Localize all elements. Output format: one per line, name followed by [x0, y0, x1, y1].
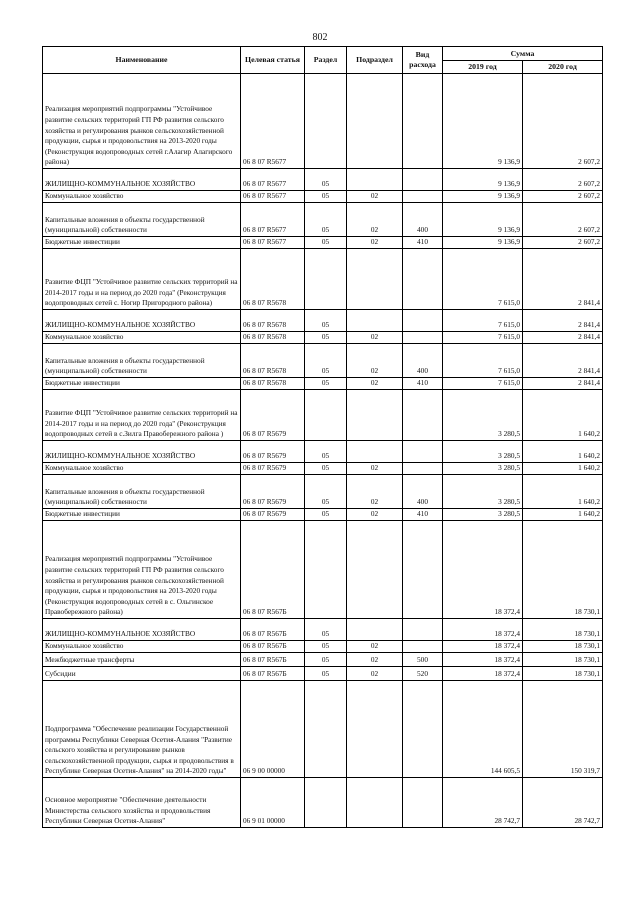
row-target-article: 06 8 07 R5677: [241, 74, 305, 169]
row-sum-2019: 3 280,5: [443, 509, 523, 521]
row-sum-2019: 7 615,0: [443, 249, 523, 310]
header-expense-type: Вид расхода: [403, 47, 443, 74]
row-expense-type: [403, 641, 443, 653]
row-section: 05: [305, 653, 347, 667]
row-sum-2020: 150 319,7: [523, 681, 603, 778]
row-expense-type: 500: [403, 653, 443, 667]
row-name: Бюджетные инвестиции: [43, 378, 241, 390]
row-sum-2020: 2 841,4: [523, 310, 603, 332]
row-expense-type: 520: [403, 667, 443, 681]
table-row: [43, 237, 603, 249]
row-target-article: 06 8 07 R567Б: [241, 653, 305, 667]
table-header: [43, 47, 603, 74]
row-sum-2020: 1 640,2: [523, 463, 603, 475]
row-expense-type: 410: [403, 378, 443, 390]
row-expense-type: [403, 310, 443, 332]
row-sum-2019: 7 615,0: [443, 310, 523, 332]
row-name: Коммунальное хозяйство: [43, 332, 241, 344]
row-name: Коммунальное хозяйство: [43, 641, 241, 653]
row-target-article: 06 8 07 R5677: [241, 191, 305, 203]
row-section: 05: [305, 441, 347, 463]
row-name: Коммунальное хозяйство: [43, 463, 241, 475]
row-subsection: [347, 521, 403, 619]
row-section: 05: [305, 509, 347, 521]
row-subsection: [347, 390, 403, 441]
row-name: Коммунальное хозяйство: [43, 191, 241, 203]
row-subsection: 02: [347, 344, 403, 378]
table-row: [43, 191, 603, 203]
table-row: [43, 509, 603, 521]
row-section: [305, 74, 347, 169]
table-row: [43, 681, 603, 778]
header-sum: Сумма: [443, 47, 603, 61]
row-sum-2020: 2 841,4: [523, 332, 603, 344]
row-sum-2020: 1 640,2: [523, 390, 603, 441]
table-row: [43, 653, 603, 667]
row-sum-2019: 9 136,9: [443, 74, 523, 169]
row-expense-type: [403, 390, 443, 441]
header-name: Наименование: [43, 47, 241, 74]
row-sum-2019: 3 280,5: [443, 475, 523, 509]
table-row: [43, 332, 603, 344]
row-name: Бюджетные инвестиции: [43, 237, 241, 249]
row-name: Подпрограмма "Обеспечение реализации Государственной программы Республики Северная Осетия-Алания "Развитие сельского хозяйства и регулирование рынков сельскохозяйственной продукции, сырья и продовольствия в Республике Северная Осетия-Алания" на 2014-2020 годы": [43, 681, 241, 778]
row-sum-2020: 1 640,2: [523, 475, 603, 509]
row-section: [305, 390, 347, 441]
row-section: 05: [305, 475, 347, 509]
row-expense-type: [403, 521, 443, 619]
row-subsection: 02: [347, 667, 403, 681]
row-expense-type: 400: [403, 203, 443, 237]
row-sum-2020: 2 841,4: [523, 378, 603, 390]
row-subsection: 02: [347, 653, 403, 667]
row-subsection: [347, 619, 403, 641]
row-subsection: 02: [347, 641, 403, 653]
row-sum-2020: 2 841,4: [523, 249, 603, 310]
row-sum-2019: 144 605,5: [443, 681, 523, 778]
row-subsection: 02: [347, 191, 403, 203]
row-name: Развитие ФЦП "Устойчивое развитие сельских территорий на 2014-2017 годы и на период до 2020 года" (Реконструкция водопроводных сетей в с.Зилга Правобережного района ): [43, 390, 241, 441]
row-target-article: 06 8 07 R5678: [241, 378, 305, 390]
table-row: [43, 641, 603, 653]
row-sum-2019: 7 615,0: [443, 378, 523, 390]
row-section: 05: [305, 332, 347, 344]
row-sum-2020: 2 841,4: [523, 344, 603, 378]
row-target-article: 06 8 07 R5679: [241, 475, 305, 509]
row-target-article: 06 8 07 R5679: [241, 463, 305, 475]
row-sum-2019: 9 136,9: [443, 191, 523, 203]
row-subsection: [347, 778, 403, 828]
row-name: Основное мероприятие "Обеспечение деятельности Министерства сельского хозяйства и продовольствия Республики Северная Осетия-Алания": [43, 778, 241, 828]
table-row: [43, 74, 603, 169]
row-name: Межбюджетные трансферты: [43, 653, 241, 667]
row-expense-type: [403, 778, 443, 828]
row-name: Бюджетные инвестиции: [43, 509, 241, 521]
row-name: ЖИЛИЩНО-КОММУНАЛЬНОЕ ХОЗЯЙСТВО: [43, 310, 241, 332]
row-section: 05: [305, 191, 347, 203]
row-target-article: 06 8 07 R5678: [241, 310, 305, 332]
row-name: Реализация мероприятий подпрограммы "Устойчивое развитие сельских территорий ГП РФ развития сельского хозяйства и регулирования рынков сельскохозяйственной продукции, сырья и продовольствия на 2013-2020 годы (Реконструкция водопроводных сетей в с. Ольгинское Правобережного района): [43, 521, 241, 619]
row-section: 05: [305, 169, 347, 191]
row-section: 05: [305, 667, 347, 681]
row-sum-2020: 2 607,2: [523, 169, 603, 191]
row-section: 05: [305, 378, 347, 390]
row-name: Субсидии: [43, 667, 241, 681]
row-expense-type: [403, 463, 443, 475]
table-row: [43, 441, 603, 463]
row-subsection: [347, 74, 403, 169]
table-row: [43, 667, 603, 681]
row-sum-2020: 18 730,1: [523, 521, 603, 619]
table-row: [43, 463, 603, 475]
row-target-article: 06 8 07 R5678: [241, 249, 305, 310]
row-target-article: 06 8 07 R5678: [241, 344, 305, 378]
row-sum-2019: 3 280,5: [443, 441, 523, 463]
row-target-article: 06 8 07 R5678: [241, 332, 305, 344]
row-section: [305, 249, 347, 310]
row-sum-2019: 18 372,4: [443, 653, 523, 667]
row-subsection: [347, 249, 403, 310]
row-sum-2019: 9 136,9: [443, 237, 523, 249]
row-name: ЖИЛИЩНО-КОММУНАЛЬНОЕ ХОЗЯЙСТВО: [43, 441, 241, 463]
row-subsection: [347, 310, 403, 332]
row-target-article: 06 8 07 R567Б: [241, 667, 305, 681]
row-sum-2019: 9 136,9: [443, 203, 523, 237]
row-sum-2019: 28 742,7: [443, 778, 523, 828]
table-row: [43, 203, 603, 237]
table-row: [43, 390, 603, 441]
row-sum-2019: 18 372,4: [443, 521, 523, 619]
row-name: ЖИЛИЩНО-КОММУНАЛЬНОЕ ХОЗЯЙСТВО: [43, 619, 241, 641]
row-section: 05: [305, 463, 347, 475]
row-expense-type: [403, 332, 443, 344]
row-sum-2020: 1 640,2: [523, 441, 603, 463]
row-name: ЖИЛИЩНО-КОММУНАЛЬНОЕ ХОЗЯЙСТВО: [43, 169, 241, 191]
table-row: [43, 310, 603, 332]
row-expense-type: [403, 681, 443, 778]
row-target-article: 06 8 07 R5679: [241, 390, 305, 441]
row-subsection: 02: [347, 463, 403, 475]
row-sum-2019: 9 136,9: [443, 169, 523, 191]
table-row: [43, 778, 603, 828]
row-expense-type: [403, 249, 443, 310]
row-name: Капитальные вложения в объекты государственной (муниципальной) собственности: [43, 344, 241, 378]
row-target-article: 06 8 07 R5677: [241, 237, 305, 249]
row-subsection: [347, 441, 403, 463]
row-subsection: [347, 681, 403, 778]
row-name: Капитальные вложения в объекты государственной (муниципальной) собственности: [43, 203, 241, 237]
row-subsection: 02: [347, 332, 403, 344]
row-sum-2020: 2 607,2: [523, 74, 603, 169]
row-section: [305, 778, 347, 828]
row-subsection: 02: [347, 475, 403, 509]
table-row: [43, 619, 603, 641]
table-row: [43, 344, 603, 378]
row-sum-2019: 3 280,5: [443, 463, 523, 475]
header-target-article: Целевая статья: [241, 47, 305, 74]
row-section: 05: [305, 310, 347, 332]
row-sum-2019: 18 372,4: [443, 641, 523, 653]
row-target-article: 06 8 07 R567Б: [241, 619, 305, 641]
header-year-2019: 2019 год: [443, 61, 523, 74]
row-sum-2020: 2 607,2: [523, 191, 603, 203]
row-expense-type: 400: [403, 475, 443, 509]
row-sum-2020: 18 730,1: [523, 641, 603, 653]
table-row: [43, 521, 603, 619]
row-expense-type: [403, 441, 443, 463]
table-row: [43, 249, 603, 310]
row-sum-2020: 28 742,7: [523, 778, 603, 828]
row-name: Реализация мероприятий подпрограммы "Устойчивое развитие сельских территорий ГП РФ развития сельского хозяйства и регулирования рынков сельскохозяйственной продукции, сырья и продовольствия на 2013-2020 годы (Реконструкция водопроводных сетей г.Алагир Алагирского района): [43, 74, 241, 169]
row-target-article: 06 8 07 R567Б: [241, 641, 305, 653]
budget-table: [42, 46, 603, 828]
row-name: Капитальные вложения в объекты государственной (муниципальной) собственности: [43, 475, 241, 509]
row-expense-type: 400: [403, 344, 443, 378]
table-row: [43, 378, 603, 390]
row-sum-2019: 7 615,0: [443, 332, 523, 344]
row-subsection: [347, 169, 403, 191]
header-year-2020: 2020 год: [523, 61, 603, 74]
row-subsection: 02: [347, 237, 403, 249]
row-section: 05: [305, 619, 347, 641]
row-target-article: 06 9 00 00000: [241, 681, 305, 778]
row-sum-2019: 18 372,4: [443, 667, 523, 681]
row-sum-2020: 2 607,2: [523, 203, 603, 237]
row-expense-type: [403, 619, 443, 641]
row-target-article: 06 8 07 R5677: [241, 203, 305, 237]
row-sum-2019: 7 615,0: [443, 344, 523, 378]
row-subsection: 02: [347, 509, 403, 521]
row-expense-type: [403, 191, 443, 203]
row-expense-type: [403, 74, 443, 169]
table-row: [43, 475, 603, 509]
row-section: 05: [305, 237, 347, 249]
row-subsection: 02: [347, 203, 403, 237]
row-expense-type: 410: [403, 509, 443, 521]
row-subsection: 02: [347, 378, 403, 390]
row-sum-2020: 1 640,2: [523, 509, 603, 521]
row-target-article: 06 8 07 R5677: [241, 169, 305, 191]
row-section: 05: [305, 641, 347, 653]
row-target-article: 06 8 07 R567Б: [241, 521, 305, 619]
row-sum-2020: 2 607,2: [523, 237, 603, 249]
row-sum-2019: 3 280,5: [443, 390, 523, 441]
page-number: 802: [312, 32, 328, 43]
row-expense-type: 410: [403, 237, 443, 249]
row-section: 05: [305, 203, 347, 237]
header-subsection: Подраздел: [347, 47, 403, 74]
row-target-article: 06 8 07 R5679: [241, 509, 305, 521]
row-sum-2020: 18 730,1: [523, 619, 603, 641]
row-expense-type: [403, 169, 443, 191]
row-section: [305, 521, 347, 619]
row-target-article: 06 9 01 00000: [241, 778, 305, 828]
row-section: [305, 681, 347, 778]
table-body: [43, 74, 603, 828]
row-target-article: 06 8 07 R5679: [241, 441, 305, 463]
row-sum-2020: 18 730,1: [523, 653, 603, 667]
row-sum-2020: 18 730,1: [523, 667, 603, 681]
row-section: 05: [305, 344, 347, 378]
table-row: [43, 169, 603, 191]
row-sum-2019: 18 372,4: [443, 619, 523, 641]
row-name: Развитие ФЦП "Устойчивое развитие сельских территорий на 2014-2017 годы и на период до 2020 года" (Реконструкция водопроводных сетей с. Ногир Пригородного района): [43, 249, 241, 310]
header-section: Раздел: [305, 47, 347, 74]
